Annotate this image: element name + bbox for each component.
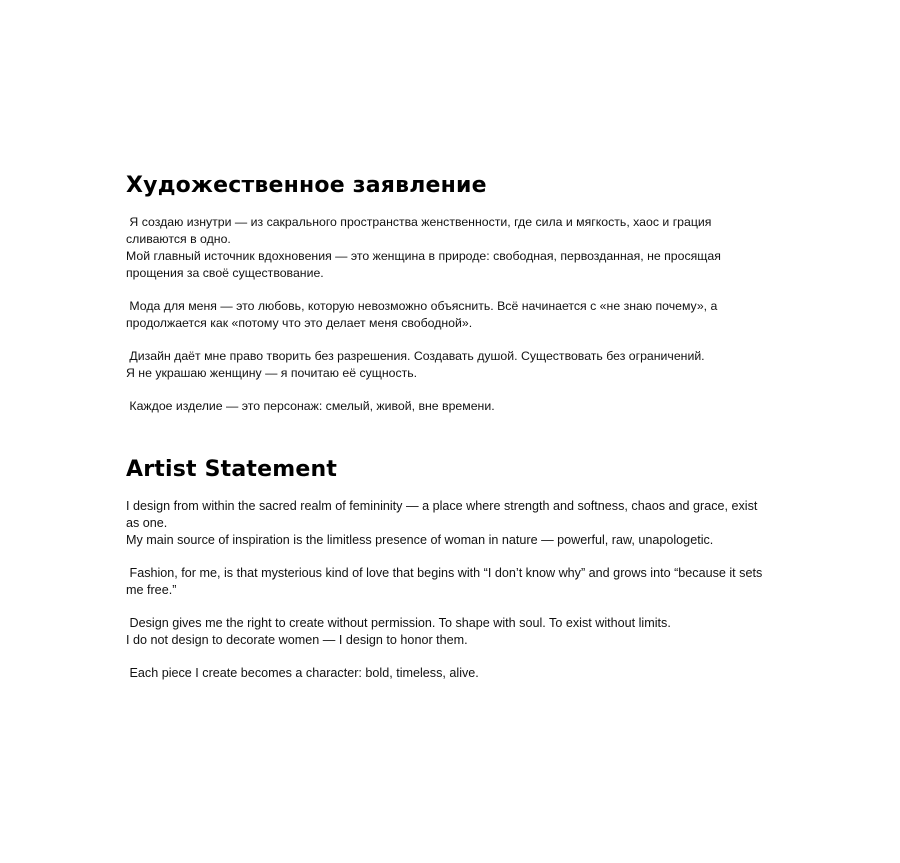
text-line: сливаются в одно. — [126, 232, 231, 246]
english-paragraph-1 — [126, 498, 786, 549]
text-line: продолжается как «потому что это делает меня свободной». — [126, 316, 473, 330]
text-line: My main source of inspiration is the limitless presence of woman in nature — powerful, raw, unapologetic. — [126, 533, 714, 547]
text-line: Design gives me the right to create without permission. To shape with soul. To exist without limits. — [126, 616, 671, 630]
english-paragraph-2 — [126, 565, 786, 599]
russian-paragraph-2 — [126, 298, 786, 332]
text-line: Each piece I create becomes a character: bold, timeless, alive. — [126, 666, 479, 680]
text-line: Мой главный источник вдохновения — это женщина в природе: свободная, первозданная, не просящая — [126, 249, 721, 263]
text-line: Я не украшаю женщину — я почитаю её сущность. — [126, 366, 418, 380]
text-line: прощения за своё существование. — [126, 266, 324, 280]
text-line: Каждое изделие — это персонаж: смелый, живой, вне времени. — [126, 399, 495, 413]
russian-paragraph-3 — [126, 348, 786, 382]
text-line: me free.” — [126, 583, 177, 597]
text-line: I design from within the sacred realm of femininity — a place where strength and softness, chaos and grace, exist — [126, 499, 758, 513]
russian-body — [126, 214, 786, 415]
russian-paragraph-1 — [126, 214, 786, 282]
english-paragraph-3 — [126, 615, 786, 649]
text-line: Мода для меня — это любовь, которую невозможно объяснить. Всё начинается с «не знаю почему», а — [126, 299, 718, 313]
text-line: Дизайн даёт мне право творить без разрешения. Создавать душой. Существовать без ограничений. — [126, 349, 705, 363]
text-line: Я создаю изнутри — из сакрального пространства женственности, где сила и мягкость, хаос и грация — [126, 215, 712, 229]
text-line: Fashion, for me, is that mysterious kind of love that begins with “I don’t know why” and grows into “because it sets — [126, 566, 763, 580]
russian-heading: Художественное заявление — [126, 173, 487, 198]
english-heading: Artist Statement — [126, 457, 338, 482]
russian-paragraph-4 — [126, 398, 786, 415]
text-line: I do not design to decorate women — I design to honor them. — [126, 633, 468, 647]
english-paragraph-4 — [126, 665, 786, 682]
russian-statement-section — [126, 172, 786, 431]
english-body — [126, 498, 786, 682]
text-line: as one. — [126, 516, 168, 530]
english-statement-section — [126, 456, 786, 698]
